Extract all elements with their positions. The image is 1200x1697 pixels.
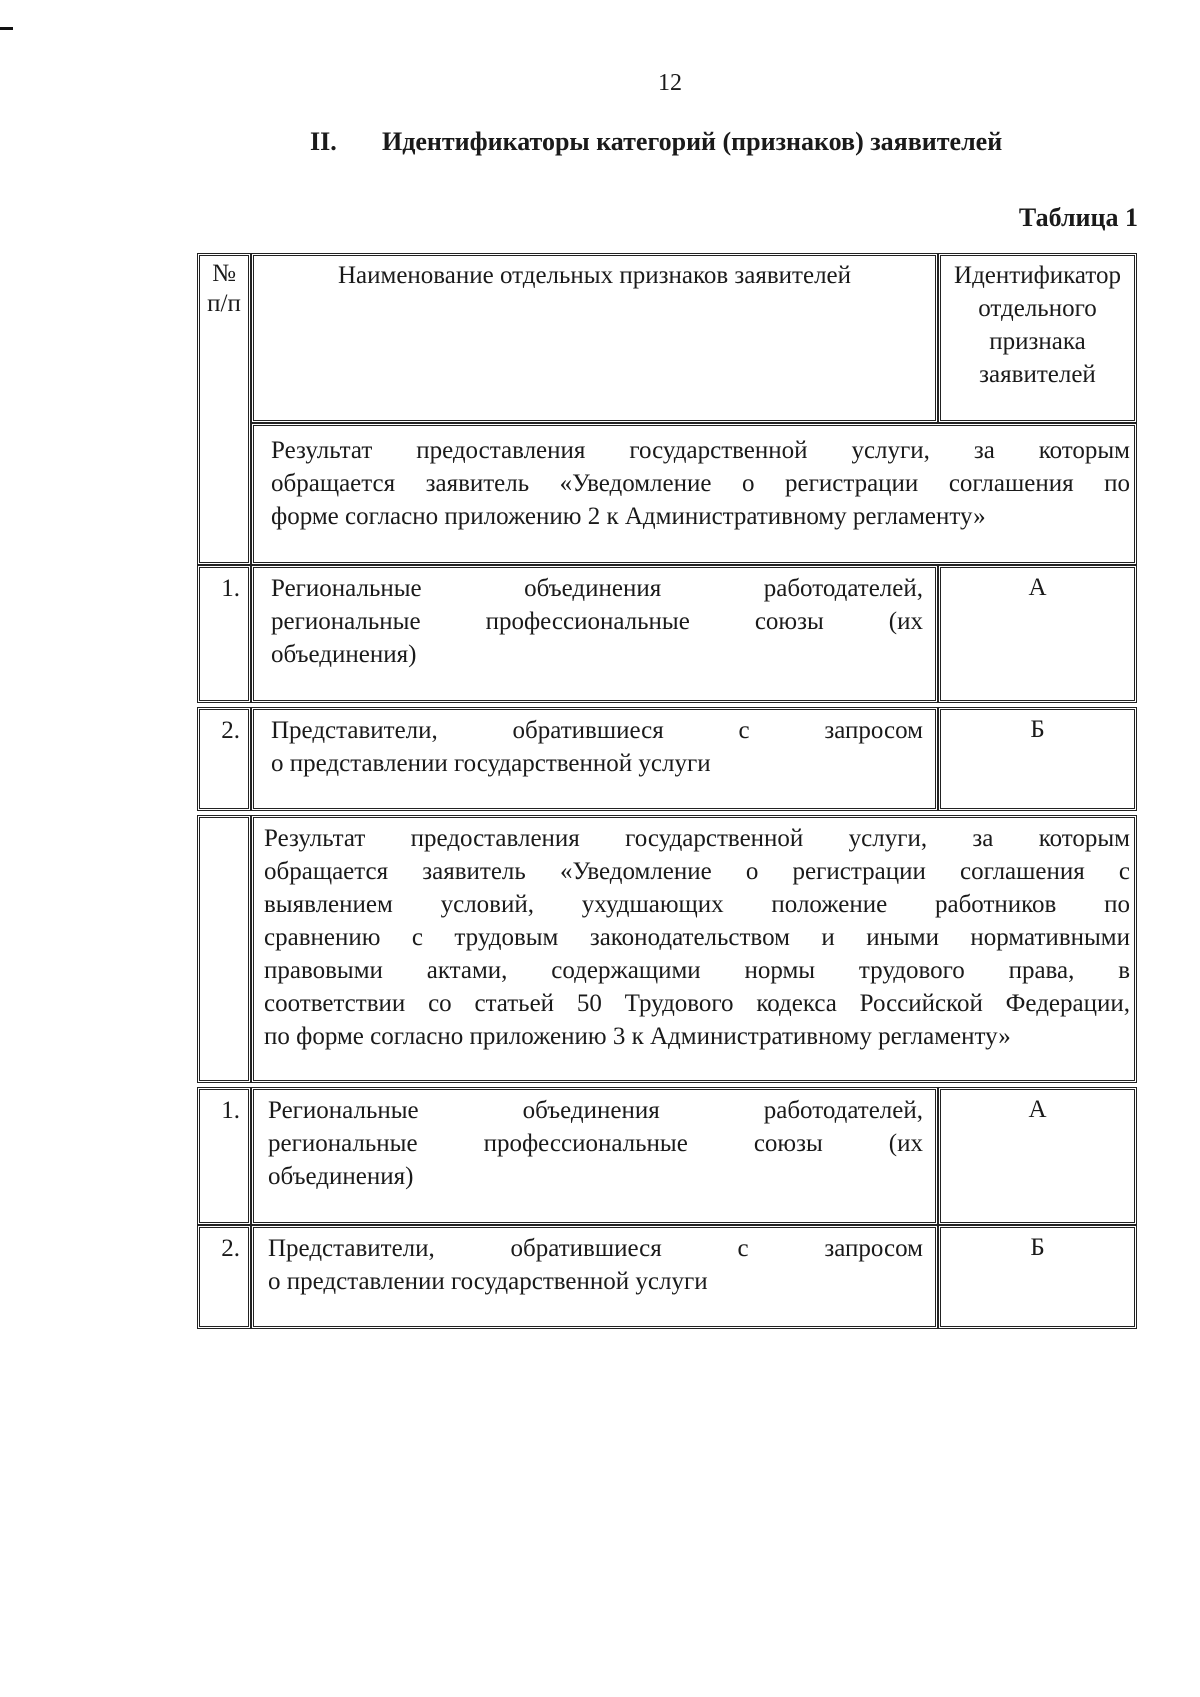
result-text-line: Результат предоставления государственной услуги, за которым — [271, 437, 1130, 464]
scan-edge-mark — [0, 27, 13, 30]
table-row-number: 1. — [197, 1087, 251, 1225]
header-number-abbrev: п/п — [207, 290, 241, 317]
result-text-line: по форме согласно приложению 3 к Административному регламенту» — [264, 1023, 1011, 1050]
result-text-line: соответствии со статьей 50 Трудового кодекса Российской Федерации, — [264, 990, 1130, 1017]
table-row-number: 1. — [197, 565, 251, 703]
header-number-cell — [197, 253, 251, 565]
header-name-cell — [251, 253, 938, 423]
table-row-name — [251, 1087, 938, 1225]
row-name-line: Представители, обратившиеся с запросом — [271, 717, 923, 744]
table-row-number: 2. — [197, 1225, 251, 1329]
row-name-line: объединения) — [268, 1163, 414, 1190]
table-caption: Таблица 1 — [1018, 203, 1138, 232]
header-id-cell — [938, 253, 1137, 423]
row-name-line: Представители, обратившиеся с запросом — [268, 1235, 923, 1262]
table-row-identifier: Б — [938, 1225, 1137, 1329]
table-row-number: 2. — [197, 707, 251, 811]
row-name-line: региональные профессиональные союзы (их — [268, 1130, 923, 1157]
result-text-line: обращается заявитель «Уведомление о регистрации соглашения с — [264, 858, 1130, 885]
result-text-line: форме согласно приложению 2 к Административному регламенту» — [271, 503, 986, 530]
table-row-name — [251, 707, 938, 811]
table-row-name — [251, 1225, 938, 1329]
section-roman-numeral: II. — [310, 127, 337, 156]
page-number: 12 — [658, 70, 682, 96]
group-2-result-cell — [251, 815, 1137, 1083]
result-text-line: Результат предоставления государственной услуги, за которым — [264, 825, 1130, 852]
row-name-line: Региональные объединения работодателей, — [271, 575, 923, 602]
group-2-number-spacer — [197, 815, 251, 1083]
table-row-identifier: А — [938, 565, 1137, 703]
row-name-line: о представлении государственной услуги — [271, 750, 711, 777]
section-title: Идентификаторы категорий (признаков) заявителей — [382, 127, 1003, 156]
result-text-line: сравнению с трудовым законодательством и иными нормативными — [264, 924, 1130, 951]
row-name-line: Региональные объединения работодателей, — [268, 1097, 923, 1124]
header-id-line: заявителей — [979, 361, 1096, 388]
header-id-line: отдельного — [978, 295, 1097, 322]
row-name-line: объединения) — [271, 641, 417, 668]
result-text-line: обращается заявитель «Уведомление о регистрации соглашения по — [271, 470, 1130, 497]
group-1-result-cell — [251, 423, 1137, 565]
table-row-identifier: А — [938, 1087, 1137, 1225]
result-text-line: выявлением условий, ухудшающих положение работников по — [264, 891, 1130, 918]
header-number-symbol: № — [212, 260, 236, 287]
header-name-text: Наименование отдельных признаков заявителей — [337, 262, 852, 289]
header-id-line: Идентификатор — [954, 262, 1121, 289]
section-heading — [310, 127, 1002, 157]
table-row-name — [251, 565, 938, 703]
result-text-line: правовыми актами, содержащими нормы трудового права, в — [264, 957, 1130, 984]
row-name-line: о представлении государственной услуги — [268, 1268, 708, 1295]
table-row-identifier: Б — [938, 707, 1137, 811]
header-id-line: признака — [989, 328, 1086, 355]
row-name-line: региональные профессиональные союзы (их — [271, 608, 923, 635]
